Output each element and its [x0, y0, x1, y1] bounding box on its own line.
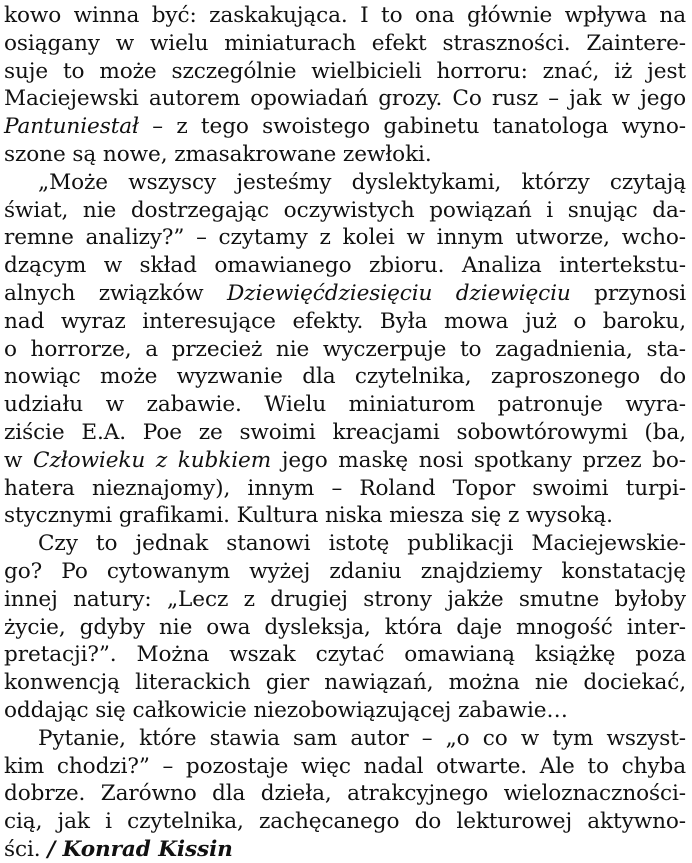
italic-title: Dziewięćdziesięciu dziewięciu	[226, 281, 571, 306]
text-run: w	[4, 447, 34, 473]
text-run: suje to może szczególnie wielbicieli horroru: znać, iż jest	[4, 58, 686, 84]
text-run: dobrze. Zarówno dla dzieła, atrakcyjnego wieloznaczności-	[4, 781, 686, 807]
text-run: go? Po cytowanym wyżej zdaniu znajdziemy konstatację	[4, 559, 686, 584]
text-run: udziału w zabawie. Wielu miniaturom patronuje wyra-	[4, 392, 686, 418]
text-run: jego maskę nosi spotkany przez bo-	[271, 447, 687, 473]
text-run: Pytanie, które stawia sam autor – „o co w tym wszyst-	[38, 725, 686, 751]
text-run: cią, jak i czytelnika, zachęcanego do lekturowej aktywno-	[4, 809, 686, 835]
text-run: świat, nie dostrzegając oczywistych powiązań i snując da-	[4, 197, 686, 223]
italic-title: Pantuniestał	[4, 114, 139, 140]
text-line	[4, 834, 686, 863]
text-run: alnych związków	[4, 281, 227, 306]
text-run: – z tego swoistego gabinetu tanatologa wyno-	[138, 114, 686, 140]
text-run: „Może wszyscy jesteśmy dyslektykami, którzy czytają	[38, 169, 686, 195]
italic-title: Człowieku z kubkiem	[33, 447, 272, 473]
text-run: ści.	[4, 837, 48, 862]
text-run: nad wyraz interesujące efekty. Była mowa już o baroku,	[4, 308, 686, 334]
text-run: kowo winna być: zaskakująca. I to ona głównie wpływa na	[4, 3, 686, 28]
text-run: stycznymi grafikami. Kultura niska miesza się z wysoką.	[4, 503, 613, 529]
text-run: szone są nowe, zmasakrowane zewłoki.	[4, 142, 432, 167]
text-run: osiągany w wielu miniaturach efekt straszności. Zaintere-	[4, 30, 686, 56]
text-run: konwencją literackich gier nawiązań, można nie dociekać,	[4, 670, 686, 696]
text-run: ziście E.A. Poe ze swoimi kreacjami sobowtórowymi (ba,	[4, 420, 686, 445]
text-run: nowiąc może wyzwanie dla czytelnika, zaproszonego do	[4, 364, 686, 390]
text-run: Maciejewski autorem opowiadań grozy. Co rusz – jak w jego	[4, 86, 686, 112]
text-run: o horrorze, a przecież nie wyczerpuje to zagadnienia, sta-	[4, 336, 686, 362]
text-run: kim chodzi?” – pozostaje więc nadal otwarte. Ale to chyba	[4, 753, 686, 779]
author-signature: / Konrad Kissin	[47, 837, 233, 862]
text-run: remne analizy?” – czytamy z kolei w innym utworze, wcho-	[4, 225, 686, 251]
text-run: Czy to jednak stanowi istotę publikacji Maciejewskie-	[38, 531, 686, 557]
text-run: innej natury: „Lecz z drugiej strony jakże smutne byłoby	[4, 586, 686, 612]
text-run: oddając się całkowicie niezobowiązującej zabawie…	[4, 698, 568, 723]
text-run: przynosi	[570, 281, 686, 306]
text-run: życie, gdyby nie owa dysleksja, która daje mnogość inter-	[4, 614, 686, 640]
text-run: pretacji?”. Można wszak czytać omawianą książkę poza	[4, 642, 686, 668]
text-run: hatera nieznajomy), innym – Roland Topor swoimi turpi-	[4, 475, 686, 501]
text-run: dzącym w skład omawianego zbioru. Analiza intertekstu-	[4, 253, 686, 279]
